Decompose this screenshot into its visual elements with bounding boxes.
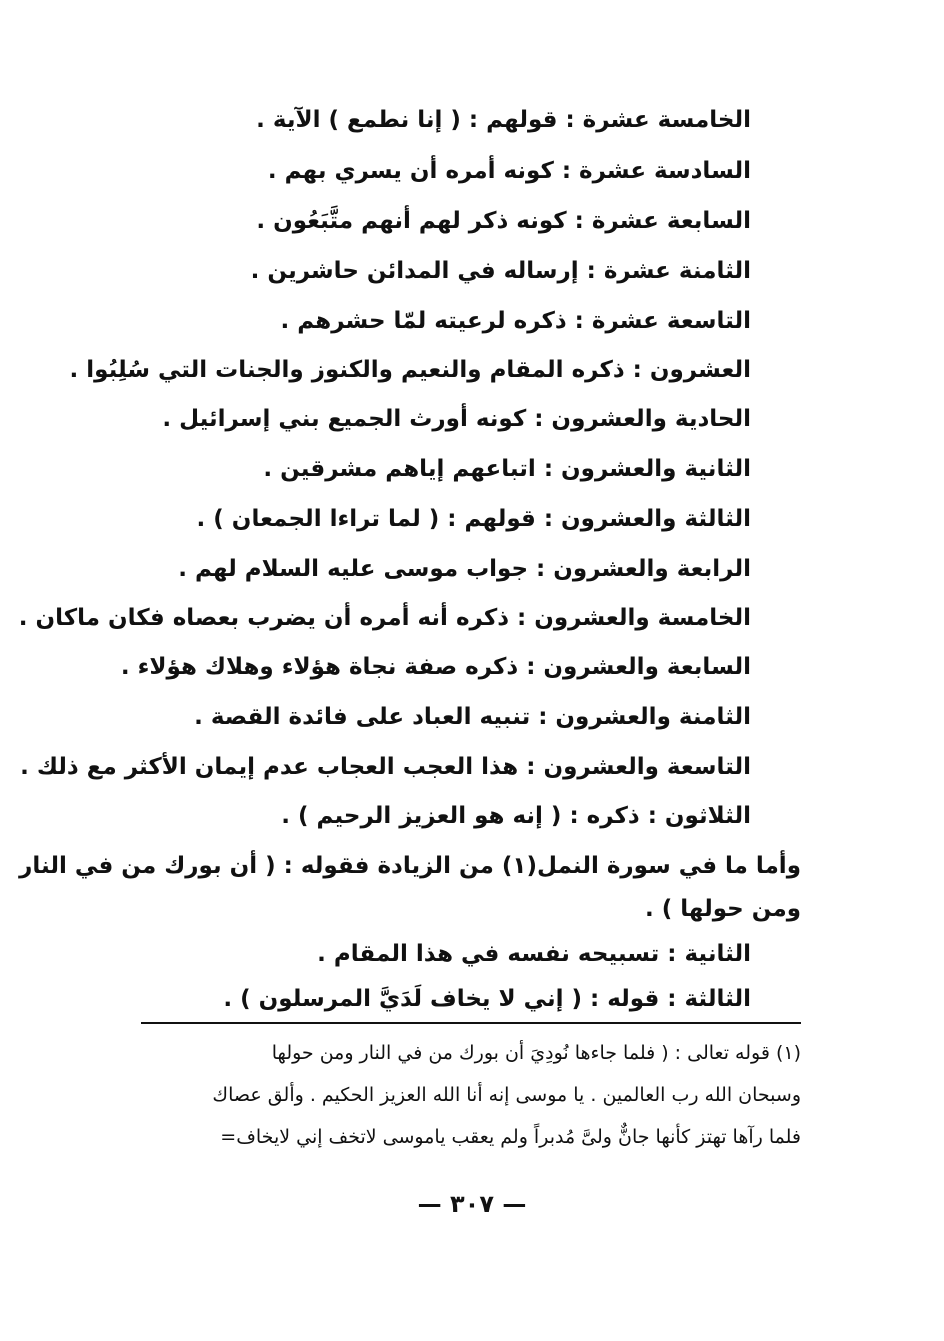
paragraph-line: وأما ما في سورة النمل(١) من الزيادة فقوله : ( أن بورك من في النار [19, 853, 801, 879]
text-line: الخامسة والعشرون : ذكره أنه أمره أن يضرب بعصاه فكان ماكان . [18, 605, 751, 631]
footnote-line: (١) قوله تعالى : ( فلما جاءها نُودِيَ أن بورك من في النار ومن حولها [271, 1042, 801, 1064]
text-line: الثامنة والعشرون : تنبيه العباد على فائدة القصة . [194, 704, 751, 730]
text-line: العشرون : ذكره المقام والنعيم والكنوز والجنات التي سُلِبُوا . [69, 357, 751, 383]
paragraph-line: ومن حولها ) . [645, 896, 801, 922]
text-line: الخامسة عشرة : قولهم : ( إنا نطمع ) الآية . [256, 107, 751, 133]
text-line: الثانية : تسبيحه نفسه في هذا المقام . [317, 941, 751, 967]
footnote-line: وسبحان الله رب العالمين . يا موسى إنه أنا الله العزيز الحكيم . وألق عصاك [212, 1084, 801, 1106]
page-number: — ٣٠٧ — [417, 1190, 527, 1218]
text-line: الثالثة والعشرون : قولهم : ( لما تراءا الجمعان ) . [196, 506, 751, 532]
text-line: الثامنة عشرة : إرساله في المدائن حاشرين . [250, 258, 751, 284]
text-line: السادسة عشرة : كونه أمره أن يسري بهم . [267, 158, 751, 184]
text-line: السابعة والعشرون : ذكره صفة نجاة هؤلاء وهلاك هؤلاء . [120, 654, 751, 680]
text-line: الثالثة : قوله : ( إني لا يخاف لَدَيَّ المرسلون ) . [223, 986, 751, 1012]
text-line: السابعة عشرة : كونه ذكر لهم أنهم متَّبَعُون . [256, 208, 751, 234]
text-line: الرابعة والعشرون : جواب موسى عليه السلام لهم . [178, 556, 751, 582]
text-line: الثلاثون : ذكره : ( إنه هو العزيز الرحيم ) . [281, 803, 751, 829]
text-line: التاسعة عشرة : ذكره لرعيته لمّا حشرهم . [280, 308, 751, 334]
footnote-divider [141, 1022, 801, 1024]
text-line: الثانية والعشرون : اتباعهم إياهم مشرقين . [263, 456, 751, 482]
text-line: الحادية والعشرون : كونه أورث الجميع بني إسرائيل . [162, 406, 751, 432]
text-line: التاسعة والعشرون : هذا العجب العجاب عدم إيمان الأكثر مع ذلك . [20, 754, 751, 780]
footnote-line: فلما رآها تهتز كأنها جانٌّ ولىَّ مُدبراً ولم يعقب ياموسى لاتخف إني لايخاف= [220, 1126, 801, 1148]
